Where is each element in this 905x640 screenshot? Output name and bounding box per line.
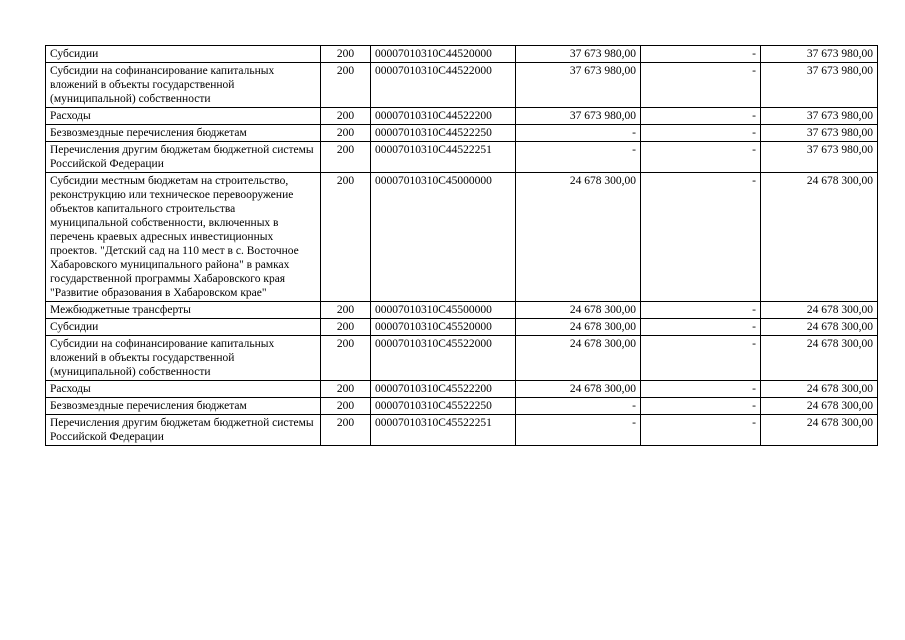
table-row	[46, 398, 878, 415]
row-change-cell: -	[641, 319, 761, 336]
row-csr-cell: 00007010310С45000000	[371, 173, 516, 302]
table-row	[46, 125, 878, 142]
row-change-cell: -	[641, 125, 761, 142]
row-total-cell: 24 678 300,00	[761, 381, 878, 398]
row-plan-cell: 24 678 300,00	[516, 302, 641, 319]
row-csr-cell: 00007010310С45500000	[371, 302, 516, 319]
row-csr-cell: 00007010310С45522250	[371, 398, 516, 415]
row-name-cell: Расходы	[46, 108, 321, 125]
row-total-cell: 24 678 300,00	[761, 398, 878, 415]
row-total-cell: 37 673 980,00	[761, 63, 878, 108]
row-name-cell: Субсидии на софинансирование капитальных вложений в объекты государственной (муниципальной) собственности	[46, 63, 321, 108]
table-row	[46, 415, 878, 446]
row-code-cell: 200	[321, 63, 371, 108]
row-change-cell: -	[641, 381, 761, 398]
row-change-cell: -	[641, 108, 761, 125]
row-code-cell: 200	[321, 336, 371, 381]
row-change-cell: -	[641, 415, 761, 446]
row-csr-cell: 00007010310С44522000	[371, 63, 516, 108]
table-row	[46, 108, 878, 125]
row-plan-cell: 24 678 300,00	[516, 381, 641, 398]
row-code-cell: 200	[321, 381, 371, 398]
row-total-cell: 24 678 300,00	[761, 336, 878, 381]
row-plan-cell: 37 673 980,00	[516, 46, 641, 63]
row-code-cell: 200	[321, 319, 371, 336]
table-row	[46, 142, 878, 173]
row-csr-cell: 00007010310С44520000	[371, 46, 516, 63]
row-change-cell: -	[641, 302, 761, 319]
row-change-cell: -	[641, 173, 761, 302]
row-code-cell: 200	[321, 46, 371, 63]
table-row	[46, 302, 878, 319]
row-change-cell: -	[641, 46, 761, 63]
row-name-cell: Безвозмездные перечисления бюджетам	[46, 398, 321, 415]
row-csr-cell: 00007010310С45522251	[371, 415, 516, 446]
row-code-cell: 200	[321, 173, 371, 302]
row-change-cell: -	[641, 336, 761, 381]
row-total-cell: 24 678 300,00	[761, 415, 878, 446]
row-csr-cell: 00007010310С44522251	[371, 142, 516, 173]
row-plan-cell: 24 678 300,00	[516, 173, 641, 302]
row-code-cell: 200	[321, 302, 371, 319]
row-plan-cell: 24 678 300,00	[516, 319, 641, 336]
row-name-cell: Субсидии	[46, 46, 321, 63]
row-change-cell: -	[641, 142, 761, 173]
row-change-cell: -	[641, 63, 761, 108]
table-row	[46, 173, 878, 302]
row-name-cell: Межбюджетные трансферты	[46, 302, 321, 319]
table-row	[46, 63, 878, 108]
row-name-cell: Расходы	[46, 381, 321, 398]
row-total-cell: 24 678 300,00	[761, 319, 878, 336]
row-plan-cell: 37 673 980,00	[516, 63, 641, 108]
row-code-cell: 200	[321, 142, 371, 173]
row-plan-cell: 24 678 300,00	[516, 336, 641, 381]
table-row	[46, 336, 878, 381]
table-row	[46, 319, 878, 336]
budget-table-body	[46, 46, 878, 446]
row-plan-cell: -	[516, 142, 641, 173]
row-name-cell: Субсидии местным бюджетам на строительство, реконструкцию или техническое перевооружение объектов капитального строительства муниципальной собственности, включенных в перечень краевых адресных инвестиционных проектов. "Детский сад на 110 мест в с. Восточное Хабаровского муниципального района" в рамках государственной программы Хабаровского края "Развитие образования в Хабаровском крае"	[46, 173, 321, 302]
row-code-cell: 200	[321, 415, 371, 446]
row-plan-cell: -	[516, 125, 641, 142]
row-csr-cell: 00007010310С44522250	[371, 125, 516, 142]
row-plan-cell: 37 673 980,00	[516, 108, 641, 125]
row-total-cell: 37 673 980,00	[761, 125, 878, 142]
row-code-cell: 200	[321, 398, 371, 415]
row-code-cell: 200	[321, 125, 371, 142]
row-name-cell: Субсидии	[46, 319, 321, 336]
row-csr-cell: 00007010310С45520000	[371, 319, 516, 336]
row-csr-cell: 00007010310С44522200	[371, 108, 516, 125]
row-name-cell: Субсидии на софинансирование капитальных вложений в объекты государственной (муниципальной) собственности	[46, 336, 321, 381]
row-plan-cell: -	[516, 398, 641, 415]
row-code-cell: 200	[321, 108, 371, 125]
row-name-cell: Безвозмездные перечисления бюджетам	[46, 125, 321, 142]
table-row	[46, 381, 878, 398]
table-row	[46, 46, 878, 63]
row-total-cell: 37 673 980,00	[761, 142, 878, 173]
row-total-cell: 24 678 300,00	[761, 173, 878, 302]
row-total-cell: 37 673 980,00	[761, 46, 878, 63]
row-name-cell: Перечисления другим бюджетам бюджетной системы Российской Федерации	[46, 142, 321, 173]
row-change-cell: -	[641, 398, 761, 415]
row-name-cell: Перечисления другим бюджетам бюджетной системы Российской Федерации	[46, 415, 321, 446]
row-csr-cell: 00007010310С45522000	[371, 336, 516, 381]
row-plan-cell: -	[516, 415, 641, 446]
row-total-cell: 37 673 980,00	[761, 108, 878, 125]
row-total-cell: 24 678 300,00	[761, 302, 878, 319]
budget-table	[45, 45, 878, 446]
row-csr-cell: 00007010310С45522200	[371, 381, 516, 398]
